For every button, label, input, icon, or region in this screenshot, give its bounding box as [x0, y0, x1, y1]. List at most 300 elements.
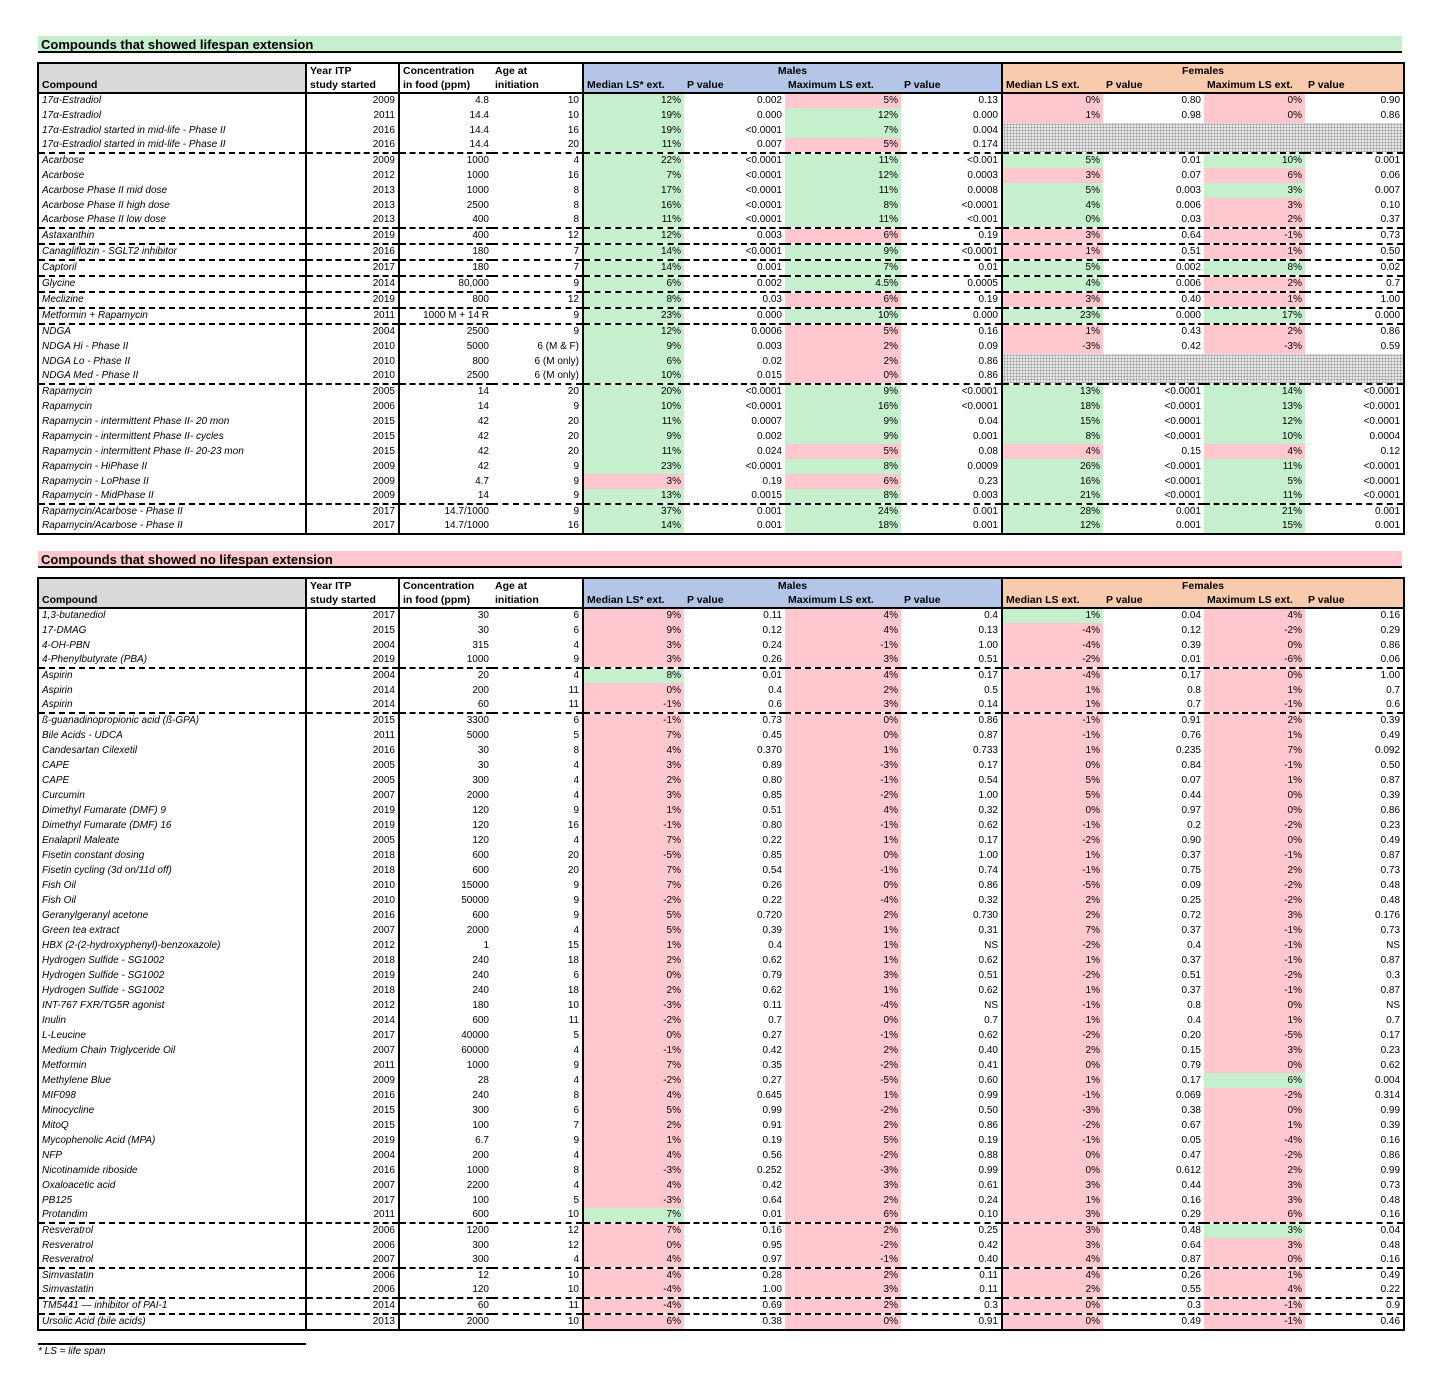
female-median-p: 0.51: [1103, 244, 1204, 260]
concentration: 5000: [399, 339, 492, 354]
female-max-ext: -6%: [1204, 653, 1305, 668]
female-median-ext: -2%: [1002, 1028, 1103, 1043]
male-median-p: 0.4: [768, 939, 782, 951]
female-median-ext: 0%: [1002, 1314, 1103, 1330]
compound-table-pos: [37, 62, 1405, 535]
male-max-p: 0.001: [901, 519, 1002, 534]
male-median-p: 0.4: [768, 684, 782, 696]
male-median-ext: 6%: [583, 276, 684, 292]
male-max-ext: 6%: [785, 1208, 901, 1223]
concentration: 400: [399, 228, 492, 244]
table-row: [38, 818, 1404, 833]
year-started: 2016: [306, 908, 399, 923]
compound-name: Fisetin cycling (3d on/11d off): [38, 863, 306, 878]
male-median-p: 0.002: [756, 430, 782, 442]
male-max-ext: 0%: [785, 1314, 901, 1330]
male-max-p: 0.14: [978, 699, 998, 710]
concentration: 1200: [399, 1223, 492, 1238]
male-median-ext: 1%: [583, 938, 684, 953]
concentration: 14.4: [399, 108, 492, 123]
female-median-p: 0.29: [1181, 1209, 1201, 1220]
age-initiation: 4: [573, 774, 579, 786]
age-initiation: 9: [573, 654, 579, 665]
concentration: 120: [399, 818, 492, 833]
male-median-ext: 3%: [583, 788, 684, 803]
year-started: 2016: [306, 123, 399, 138]
table-row: [38, 292, 1404, 308]
year-started: 2005: [306, 384, 399, 399]
female-max-ext: 0%: [1204, 1253, 1305, 1268]
male-median-ext: 12%: [583, 93, 684, 108]
compound-name: Metformin: [38, 1058, 306, 1073]
female-max-p: 0.001: [1305, 519, 1404, 534]
table-row: [38, 308, 1404, 324]
female-max-p: 0.48: [1305, 1193, 1404, 1208]
male-max-ext: 0%: [785, 848, 901, 863]
header-male-col: P value: [684, 78, 785, 93]
male-max-p: 0.7: [984, 1014, 998, 1026]
male-max-p: 0.51: [978, 969, 998, 981]
year-started: 2017: [306, 519, 399, 534]
concentration: 240: [399, 968, 492, 983]
female-median-p: 0.84: [1181, 759, 1201, 771]
compound-name: Resveratrol: [38, 1253, 306, 1268]
female-median-p: 0.47: [1181, 1149, 1201, 1161]
male-max-p: 0.003: [972, 490, 998, 501]
female-max-p: 0.17: [1305, 1028, 1404, 1043]
male-median-ext: 8%: [583, 292, 684, 308]
female-max-ext: 17%: [1204, 308, 1305, 324]
female-max-p: <0.0001: [1305, 489, 1404, 504]
header-female-col: P value: [1305, 78, 1404, 93]
table-row: [38, 803, 1404, 818]
female-max-ext: 1%: [1204, 244, 1305, 260]
female-median-p: <0.0001: [1103, 384, 1204, 399]
male-median-ext: 13%: [583, 489, 684, 504]
male-median-p: 1.00: [762, 1284, 782, 1295]
compound-name: MIF098: [38, 1088, 306, 1103]
female-median-p: 0.069: [1175, 1089, 1201, 1101]
male-median-ext: 11%: [583, 138, 684, 153]
female-median-ext: 4%: [1002, 1268, 1103, 1283]
table-row: [38, 183, 1404, 198]
female-max-p: 0.87: [1305, 953, 1404, 968]
year-started: 2009: [306, 153, 399, 168]
year-started: 2014: [306, 683, 399, 698]
year-started: 2017: [306, 608, 399, 623]
female-median-p: 0.006: [1103, 276, 1204, 292]
header-female-col: P value: [1103, 593, 1204, 608]
male-max-p: 0.88: [978, 1149, 998, 1161]
female-median-ext: -1%: [1002, 713, 1103, 728]
male-max-ext: 9%: [785, 384, 901, 399]
male-median-ext: -3%: [583, 998, 684, 1013]
age-initiation: 20: [567, 849, 579, 861]
male-median-ext: 4%: [583, 1268, 684, 1283]
year-started: 2015: [306, 623, 399, 638]
compound-name: Geranylgeranyl acetone: [38, 908, 306, 923]
table-row: [38, 153, 1404, 168]
female-median-ext: 3%: [1002, 1223, 1103, 1238]
male-median-p: <0.0001: [745, 199, 782, 211]
year-started: 2016: [306, 1088, 399, 1103]
male-median-ext: 2%: [583, 953, 684, 968]
table-row: [38, 399, 1404, 414]
male-max-ext: -5%: [785, 1073, 901, 1088]
female-max-ext: 13%: [1204, 399, 1305, 414]
year-started: 2018: [306, 863, 399, 878]
concentration: 600: [399, 1208, 492, 1223]
male-max-ext: 12%: [785, 168, 901, 183]
header-female-col: P value: [1103, 78, 1204, 93]
year-started: 2014: [306, 276, 399, 292]
male-max-p: NS: [984, 939, 998, 951]
female-median-ext: 2%: [1002, 1283, 1103, 1298]
year-started: 2011: [306, 1208, 399, 1223]
year-started: 2018: [306, 848, 399, 863]
female-max-ext: -1%: [1204, 848, 1305, 863]
male-median-p: 0.91: [762, 1119, 782, 1131]
table-row: [38, 833, 1404, 848]
age-initiation: 20: [567, 139, 579, 150]
age-initiation: 10: [567, 999, 579, 1011]
male-median-ext: 9%: [583, 608, 684, 623]
male-max-p: 0.86: [978, 370, 998, 381]
compound-name: 17α-Estradiol started in mid-life - Phase II: [38, 138, 306, 153]
compound-name: Meclizine: [38, 292, 306, 308]
compound-name: Dimethyl Fumarate (DMF) 9: [38, 803, 306, 818]
female-median-ext: 1%: [1002, 953, 1103, 968]
header-female-col: Median LS ext.: [1002, 78, 1103, 93]
male-max-ext: 0%: [785, 728, 901, 743]
female-max-p: 0.39: [1305, 713, 1404, 728]
female-median-p: <0.0001: [1164, 490, 1201, 501]
female-median-ext: 1%: [1002, 743, 1103, 758]
compound-name: Rapamycin - intermittent Phase II- 20-23 mon: [38, 444, 306, 459]
age-initiation: 4: [573, 1074, 579, 1086]
male-median-ext: 1%: [583, 1133, 684, 1148]
age-initiation: 11: [568, 684, 579, 696]
compound-name: Fisetin constant dosing: [38, 848, 306, 863]
female-max-p: <0.0001: [1305, 384, 1404, 399]
female-median-p: 0.15: [1181, 445, 1201, 457]
header-female-col: Median LS ext.: [1002, 593, 1103, 608]
table-row: [38, 429, 1404, 444]
female-max-p: 0.37: [1305, 213, 1404, 228]
male-max-ext: 4%: [785, 803, 901, 818]
female-max-p: 0.73: [1305, 1178, 1404, 1193]
female-median-p: 0.04: [1181, 610, 1201, 621]
female-max-p: 0.46: [1305, 1314, 1404, 1330]
male-max-ext: 2%: [785, 908, 901, 923]
female-max-p: <0.0001: [1305, 474, 1404, 489]
concentration: 315: [399, 638, 492, 653]
female-median-p: 0.01: [1103, 153, 1204, 168]
female-max-p: 0.092: [1305, 743, 1404, 758]
age-initiation: 11: [492, 1298, 583, 1314]
concentration: 100: [399, 1118, 492, 1133]
female-max-p: 0.23: [1305, 818, 1404, 833]
year-started: 2016: [306, 1163, 399, 1178]
age-initiation: 4: [573, 1149, 579, 1161]
female-max-ext: 3%: [1204, 1193, 1305, 1208]
male-median-ext: 14%: [583, 260, 684, 276]
female-max-ext: 3%: [1204, 198, 1305, 213]
concentration: 30: [399, 743, 492, 758]
female-median-ext: 8%: [1002, 429, 1103, 444]
female-median-ext: 2%: [1002, 908, 1103, 923]
female-max-ext: 6%: [1204, 1208, 1305, 1223]
concentration: 2500: [399, 198, 492, 213]
concentration: 1000: [399, 653, 492, 668]
compound-name: NDGA Lo - Phase II: [38, 354, 306, 369]
concentration: 2200: [399, 1178, 492, 1193]
male-max-p: 0.17: [978, 834, 998, 846]
male-max-p: <0.0001: [961, 199, 998, 211]
female-max-ext: 0%: [1204, 803, 1305, 818]
female-max-ext: 3%: [1204, 183, 1305, 198]
female-max-p: 0.16: [1305, 1208, 1404, 1223]
female-median-p: 0.90: [1181, 834, 1201, 846]
age-initiation: 7: [573, 1119, 579, 1131]
male-median-ext: -1%: [583, 698, 684, 713]
table-row: [38, 1103, 1404, 1118]
age-initiation: 15: [567, 939, 579, 951]
concentration: 1000: [399, 153, 492, 168]
female-median-p: 0.87: [1181, 1254, 1201, 1265]
female-median-p: 0.20: [1181, 1029, 1201, 1041]
table-row: [38, 608, 1404, 623]
male-median-ext: 23%: [583, 308, 684, 324]
table-row: [38, 1208, 1404, 1223]
female-median-ext: 23%: [1002, 308, 1103, 324]
compound-name: Glycine: [38, 276, 306, 292]
compound-name: 17α-Estradiol: [38, 93, 306, 108]
age-initiation: 9: [492, 276, 583, 292]
compound-name: Aspirin: [38, 668, 306, 683]
concentration: 2500: [399, 324, 492, 339]
female-max-p: 0.22: [1305, 1283, 1404, 1298]
male-median-p: 0.99: [762, 1104, 782, 1116]
female-median-ext: 5%: [1002, 183, 1103, 198]
male-max-p: 1.00: [978, 639, 998, 651]
male-median-p: 0.0015: [751, 490, 782, 501]
age-initiation: 8: [573, 184, 579, 196]
female-median-ext: -4%: [1002, 668, 1103, 683]
compound-name: Rapamycin - LoPhase II: [38, 474, 306, 489]
male-median-ext: 1%: [583, 803, 684, 818]
header-male-col: P value: [901, 78, 1002, 93]
header-year: Year ITP: [306, 63, 399, 78]
female-max-ext: -1%: [1204, 983, 1305, 998]
concentration: 14.7/1000: [399, 519, 492, 534]
compound-name: Acarbose Phase II low dose: [38, 213, 306, 228]
table-row: [38, 504, 1404, 519]
female-max-ext: -2%: [1204, 818, 1305, 833]
female-median-p: 0.01: [1181, 654, 1201, 665]
male-max-ext: 1%: [785, 833, 901, 848]
year-started: 2004: [306, 1148, 399, 1163]
concentration: 300: [399, 1253, 492, 1268]
female-max-p: 0.000: [1305, 308, 1404, 324]
male-max-ext: 2%: [785, 683, 901, 698]
age-initiation: 4: [573, 1044, 579, 1056]
age-initiation: 20: [567, 445, 579, 457]
male-max-p: 0.000: [972, 109, 998, 121]
female-median-ext: 2%: [1002, 893, 1103, 908]
year-started: 2015: [306, 713, 399, 728]
female-max-p: NS: [1305, 938, 1404, 953]
female-max-ext: 0%: [1204, 998, 1305, 1013]
age-initiation: 16: [567, 124, 579, 136]
male-max-ext: 2%: [785, 1298, 901, 1314]
male-median-ext: 17%: [583, 183, 684, 198]
female-median-ext: 3%: [1002, 1178, 1103, 1193]
table-row: [38, 1028, 1404, 1043]
female-median-ext: 0%: [1002, 1298, 1103, 1314]
male-median-ext: 8%: [583, 668, 684, 683]
compound-name: CAPE: [38, 773, 306, 788]
male-max-ext: 12%: [785, 108, 901, 123]
female-median-p: 0.003: [1175, 184, 1201, 196]
male-median-p: <0.0001: [745, 124, 782, 136]
age-initiation: 8: [573, 1089, 579, 1101]
male-median-p: 0.002: [684, 276, 785, 292]
male-max-ext: -1%: [785, 773, 901, 788]
header-male-col: Maximum LS ext.: [785, 593, 901, 608]
female-median-ext: -2%: [1002, 1118, 1103, 1133]
table-row: [38, 414, 1404, 429]
male-median-ext: 11%: [583, 213, 684, 228]
compound-name: Ursolic Acid (bile acids): [38, 1314, 306, 1330]
female-median-p: 0.235: [1175, 744, 1201, 756]
female-max-ext: 3%: [1204, 1043, 1305, 1058]
compound-name: Astaxanthin: [38, 228, 306, 244]
male-max-ext: 1%: [785, 743, 901, 758]
age-initiation: 6 (M only): [534, 355, 579, 367]
female-max-ext: 11%: [1204, 459, 1305, 474]
female-max-ext: 0%: [1204, 668, 1305, 683]
male-median-p: <0.0001: [745, 169, 782, 181]
age-initiation: 5: [573, 1194, 579, 1206]
female-max-p: 0.86: [1305, 108, 1404, 123]
female-max-ext: 1%: [1204, 773, 1305, 788]
female-max-ext: 2%: [1204, 1163, 1305, 1178]
age-initiation: 9: [573, 475, 579, 487]
table-row: [38, 260, 1404, 276]
year-started: 2019: [306, 1133, 399, 1148]
male-median-ext: 3%: [583, 653, 684, 668]
female-max-p: 0.87: [1305, 848, 1404, 863]
female-median-p: 0.39: [1181, 639, 1201, 651]
female-median-p: 0.80: [1181, 95, 1201, 106]
male-max-p: 0.86: [978, 355, 998, 367]
age-initiation: 5: [573, 1029, 579, 1041]
female-median-p: 0.16: [1181, 1194, 1201, 1206]
age-initiation: 16: [567, 169, 579, 181]
male-median-p: 0.79: [762, 969, 782, 981]
compound-name: Rapamycin/Acarbose - Phase II: [38, 504, 306, 519]
male-median-p: <0.0001: [745, 184, 782, 196]
table-row: [38, 1088, 1404, 1103]
female-max-p: 0.48: [1305, 1238, 1404, 1253]
male-median-ext: 14%: [583, 244, 684, 260]
female-max-ext: 4%: [1204, 1283, 1305, 1298]
compound-name: Rapamycin - intermittent Phase II- 20 mon: [38, 414, 306, 429]
header-row: [38, 593, 1404, 608]
age-initiation: 11: [568, 699, 579, 710]
male-max-p: 0.733: [972, 744, 998, 756]
female-median-ext: 3%: [1002, 292, 1103, 308]
female-max-ext: 0%: [1204, 1058, 1305, 1073]
age-initiation: 12: [492, 292, 583, 308]
female-median-p: 0.2: [1187, 819, 1201, 831]
compound-name: L-Leucine: [38, 1028, 306, 1043]
male-median-ext: 7%: [583, 1223, 684, 1238]
header-age: initiation: [492, 78, 583, 93]
male-max-p: <0.0001: [901, 244, 1002, 260]
compound-name: Hydrogen Sulfide - SG1002: [38, 968, 306, 983]
concentration: 14: [399, 399, 492, 414]
male-median-p: 0.19: [762, 1134, 782, 1146]
female-max-ext: 2%: [1204, 213, 1305, 228]
table-row: [38, 743, 1404, 758]
female-median-p: 0.48: [1103, 1223, 1204, 1238]
male-median-ext: 7%: [583, 1208, 684, 1223]
male-max-ext: 2%: [785, 1043, 901, 1058]
male-max-ext: 7%: [785, 260, 901, 276]
male-max-ext: 11%: [785, 153, 901, 168]
male-max-ext: 5%: [785, 93, 901, 108]
male-median-ext: 4%: [583, 1253, 684, 1268]
male-median-p: 0.01: [684, 668, 785, 683]
male-median-p: <0.0001: [745, 400, 782, 412]
male-max-ext: 4%: [785, 608, 901, 623]
female-max-ext: -5%: [1204, 1028, 1305, 1043]
concentration: 400: [399, 213, 492, 228]
concentration: 1000: [399, 1058, 492, 1073]
male-max-ext: -4%: [785, 998, 901, 1013]
concentration: 800: [399, 354, 492, 369]
female-max-ext: -1%: [1204, 938, 1305, 953]
concentration: 2500: [399, 369, 492, 384]
age-initiation: 6 (M & F): [537, 340, 579, 352]
compound-name: Rapamycin - intermittent Phase II- cycles: [38, 429, 306, 444]
female-median-ext: -1%: [1002, 863, 1103, 878]
female-median-p: 0.43: [1103, 324, 1204, 339]
male-median-p: 0.0007: [751, 415, 782, 427]
male-median-p: 0.370: [756, 744, 782, 756]
table-row: [38, 108, 1404, 123]
female-max-p: NS: [1305, 998, 1404, 1013]
female-median-ext: -4%: [1002, 638, 1103, 653]
female-max-ext: 21%: [1204, 504, 1305, 519]
age-initiation: 12: [567, 1239, 579, 1251]
concentration: 1: [399, 938, 492, 953]
male-max-ext: 18%: [785, 519, 901, 534]
age-initiation: 12: [492, 1223, 583, 1238]
male-median-ext: 7%: [583, 168, 684, 183]
female-max-p: <0.0001: [1305, 399, 1404, 414]
year-started: 2017: [306, 1028, 399, 1043]
age-initiation: 10: [567, 1284, 579, 1295]
header-concentration: in food (ppm): [399, 593, 492, 608]
table-row: [38, 138, 1404, 153]
concentration: 240: [399, 983, 492, 998]
female-max-p: 0.7: [1305, 683, 1404, 698]
year-started: 2015: [306, 429, 399, 444]
male-max-p: 0.4: [984, 610, 998, 621]
